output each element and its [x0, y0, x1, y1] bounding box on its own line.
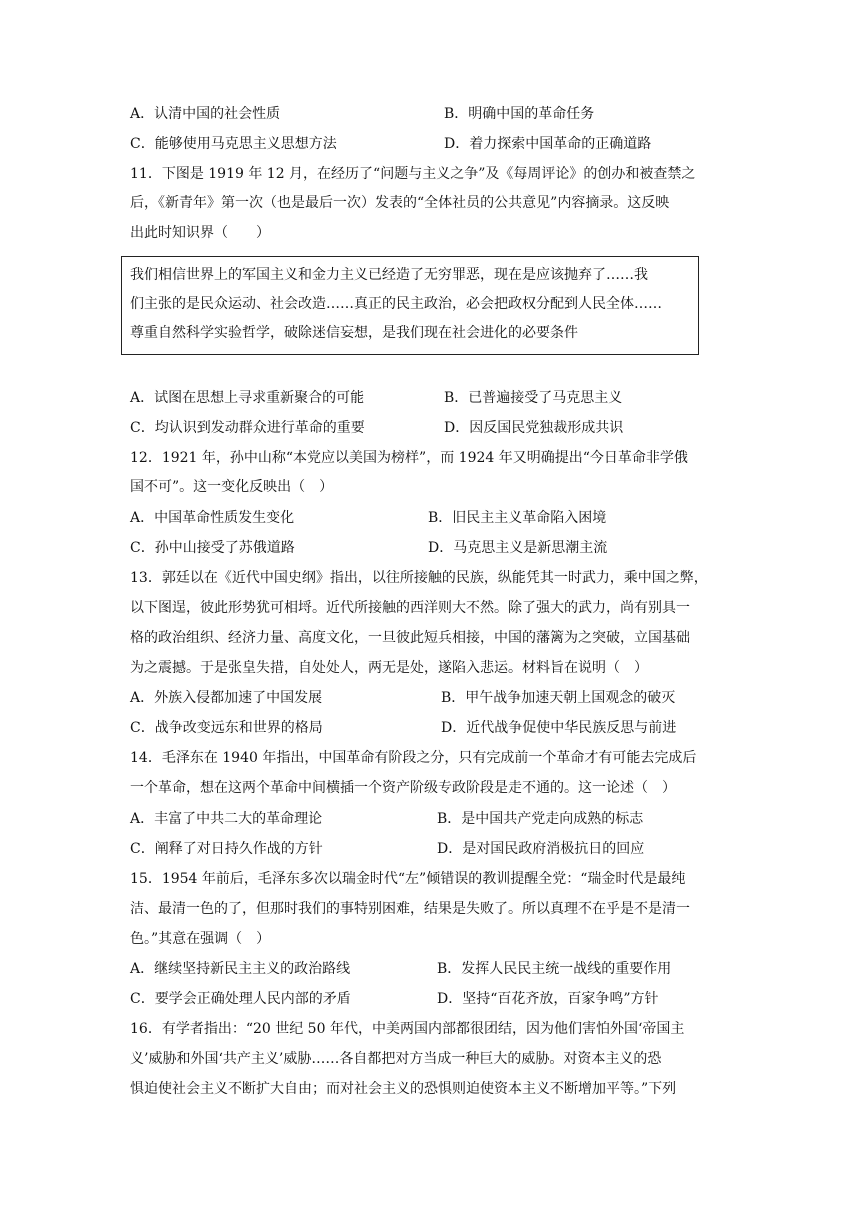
q13-option-a: A．外族入侵都加速了中国发展: [130, 690, 323, 706]
q14-options-row-2: [130, 839, 750, 859]
q14-option-a: A．丰富了中共二大的革命理论: [130, 811, 323, 827]
q11-option-b: B．已普遍接受了马克思主义: [444, 390, 623, 406]
q10-options-row-1: [130, 104, 750, 124]
q12-options-row-1: [130, 508, 750, 528]
q15-options-row-2: [130, 989, 750, 1009]
q13-stem-line-1: 13．郭廷以在《近代中国史纲》指出，以往所接触的民族，纵能凭其一时武力，乘中国之弊，: [130, 570, 708, 586]
q15-option-b: B．发挥人民民主统一战线的重要作用: [437, 961, 672, 977]
q16-stem-line-3: 惧迫使社会主义不断扩大自由；而对社会主义的恐惧则迫使资本主义不断增加平等。”下列: [130, 1081, 677, 1097]
q11-stem-line-1: 11．下图是 1919 年 12 月，在经历了“问题与主义之争”及《每周评论》的创办和被查禁之: [130, 166, 696, 182]
q11-quote-line-1: 我们相信世界上的军国主义和金力主义已经造了无穷罪恶，现在是应该抛弃了……我: [130, 267, 648, 283]
q14-option-d: D．是对国民政府消极抗日的回应: [437, 841, 645, 857]
q11-quote-line-2: 们主张的是民众运动、社会改造……真正的民主政治，必会把政权分配到人民全体……: [130, 296, 662, 312]
q14-option-c: C．阐释了对日持久作战的方针: [130, 841, 323, 857]
q11-stem-line-3: 出此时知识界（ ）: [130, 225, 270, 241]
q12-option-a: A．中国革命性质发生变化: [130, 510, 295, 526]
q13-option-c: C．战争改变远东和世界的格局: [130, 720, 323, 736]
q11-quote-line-3: 尊重自然科学实验哲学，破除迷信妄想，是我们现在社会进化的必要条件: [130, 325, 578, 341]
q13-stem-line-2: 以下图逞，彼此形势犹可相埒。近代所接触的西洋则大不然。除了强大的武力，尚有别具一: [130, 600, 690, 616]
q12-option-d: D．马克思主义是新思潮主流: [428, 540, 608, 556]
q15-option-d: D．坚持“百花齐放，百家争鸣”方针: [437, 991, 659, 1007]
q15-stem-line-1: 15．1954 年前后，毛泽东多次以瑞金时代“左”倾错误的教训提醒全党：“瑞金时代是最纯: [130, 871, 686, 887]
q12-option-c: C．孙中山接受了苏俄道路: [130, 540, 295, 556]
q10-option-b: B．明确中国的革命任务: [444, 106, 595, 122]
q11-options-row-2: [130, 418, 750, 438]
q12-stem-line-1: 12．1921 年，孙中山称“本党应以美国为榜样”，而 1924 年又明确提出“今日革命非学俄: [130, 450, 688, 466]
q13-options-row-1: [130, 688, 750, 708]
q11-options-row-1: [130, 388, 750, 408]
q13-options-row-2: [130, 718, 750, 738]
q11-option-d: D．因反国民党独裁形成共识: [444, 420, 624, 436]
q15-option-a: A．继续坚持新民主主义的政治路线: [130, 961, 351, 977]
q11-option-c: C．均认识到发动群众进行革命的重要: [130, 420, 365, 436]
q10-options-row-2: [130, 134, 750, 154]
q10-option-c: C．能够使用马克思主义思想方法: [130, 136, 337, 152]
q13-stem-line-4: 为之震撼。于是张皇失措，自处处人，两无是处，遂陷入悲运。材料旨在说明（ ）: [130, 660, 648, 676]
q10-option-d: D．着力探索中国革命的正确道路: [444, 136, 652, 152]
q16-stem-line-1: 16．有学者指出：“20 世纪 50 年代，中美两国内部都很团结，因为他们害怕外国‘帝国主: [130, 1021, 685, 1037]
q14-option-b: B．是中国共产党走向成熟的标志: [437, 811, 644, 827]
q12-stem-line-2: 国不可”。这一变化反映出（ ）: [130, 479, 334, 495]
q15-stem-line-2: 洁、最清一色的了，但那时我们的事特别困难，结果是失败了。所以真理不在乎是不是清一: [130, 901, 690, 917]
q14-options-row-1: [130, 809, 750, 829]
q11-quote-box: [121, 256, 699, 355]
q13-option-d: D．近代战争促使中华民族反思与前进: [441, 720, 677, 736]
q14-stem-line-1: 14．毛泽东在 1940 年指出，中国革命有阶段之分，只有完成前一个革命才有可能去完成后: [130, 750, 697, 766]
q13-stem-line-3: 格的政治组织、经济力量、高度文化，一旦彼此短兵相接，中国的藩篱为之突破，立国基础: [130, 630, 690, 646]
q13-option-b: B．甲午战争加速天朝上国观念的破灭: [441, 690, 676, 706]
q10-option-a: A．认清中国的社会性质: [130, 106, 281, 122]
q15-options-row-1: [130, 959, 750, 979]
q16-stem-line-2: 义’威胁和外国‘共产主义’威胁……各自都把对方当成一种巨大的威胁。对资本主义的恐: [130, 1051, 662, 1067]
q11-stem-line-2: 后，《新青年》第一次（也是最后一次）发表的“全体社员的公共意见”内容摘录。这反映: [130, 195, 670, 211]
q12-options-row-2: [130, 538, 750, 558]
q15-option-c: C．要学会正确处理人民内部的矛盾: [130, 991, 351, 1007]
q15-stem-line-3: 色。”其意在强调（ ）: [130, 931, 271, 947]
q14-stem-line-2: 一个革命，想在这两个革命中间横插一个资产阶级专政阶段是走不通的。这一论述（ ）: [130, 780, 676, 796]
q11-option-a: A．试图在思想上寻求重新聚合的可能: [130, 390, 365, 406]
q12-option-b: B．旧民主主义革命陷入困境: [428, 510, 607, 526]
